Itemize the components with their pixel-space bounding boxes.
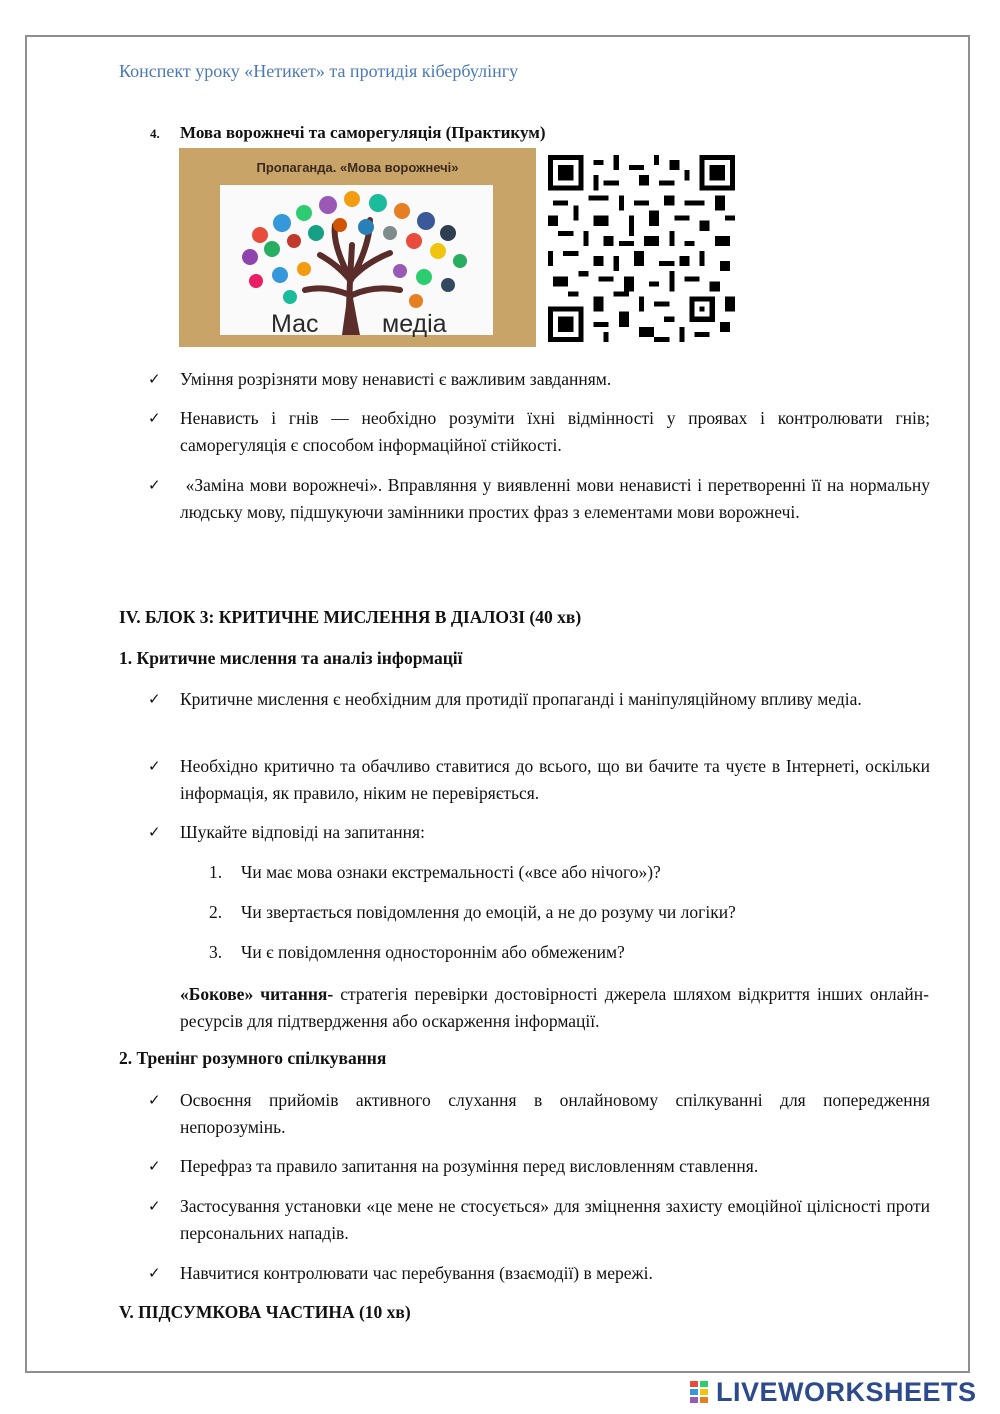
liveworksheets-logo-icon <box>690 1379 712 1405</box>
check-mark-icon: ✓ <box>148 370 161 388</box>
mass-media-poster-image <box>179 148 536 347</box>
block-3-sub2-item <box>148 1260 930 1287</box>
block-3-sub1-item-text: Критичне мислення є необхідним для протидії пропаганді і маніпуляційному впливу медіа. <box>180 689 862 709</box>
block-3-sub2-item <box>148 1087 930 1141</box>
section-4-item <box>148 472 935 526</box>
question-text: Чи звертається повідомлення до емоцій, а не до розуму чи логіки? <box>241 902 736 922</box>
block-3-sub1-item-text: Шукайте відповіді на запитання: <box>180 822 425 842</box>
block-3-sub1-item-text: Необхідно критично та обачливо ставитися до всього, що ви бачите та чуєте в Інтернеті, оскільки інформація, як правило, ніким не перевіряється. <box>180 756 930 803</box>
section-4-item <box>148 405 930 459</box>
check-mark-icon: ✓ <box>148 409 161 427</box>
check-mark-icon: ✓ <box>148 476 161 494</box>
check-mark-icon: ✓ <box>148 1264 161 1282</box>
block-3-sub2-item <box>148 1193 930 1247</box>
qr-code-icon[interactable] <box>548 155 735 342</box>
poster-title: Пропаганда. «Мова ворожнечі» <box>256 160 459 175</box>
poster-label-right: медіа <box>382 310 447 338</box>
check-mark-icon: ✓ <box>148 690 161 708</box>
section-4-item-text: Ненависть і гнів — необхідно розуміти їхні відмінності у проявах і контролювати гнів; саморегуляція є способом інформаційної стійкості. <box>180 408 930 455</box>
block-3-sub1-item <box>148 686 930 713</box>
question-number: 1. <box>209 862 223 882</box>
section-4-heading <box>150 123 546 143</box>
question-text: Чи є повідомлення одностороннім або обмеженим? <box>241 942 625 962</box>
block-3-sub2-item-text: Застосування установки «це мене не стосується» для зміцнення захисту емоційної цілісності проти персональних нападів. <box>180 1196 930 1243</box>
lateral-reading-text: стратегія перевірки достовірності джерела шляхом відкриття інших онлайн-ресурсів для підтвердження або оскарження інформації. <box>180 984 929 1031</box>
question-number: 3. <box>209 942 223 962</box>
question-item <box>209 862 661 883</box>
liveworksheets-brand[interactable] <box>690 1376 977 1408</box>
check-mark-icon: ✓ <box>148 1091 161 1109</box>
block-3-sub2-heading: 2. Тренінг розумного спілкування <box>119 1048 387 1068</box>
poster-label-left: Мас <box>271 310 319 338</box>
block-3-sub1-heading: 1. Критичне мислення та аналіз інформації <box>119 648 463 668</box>
block-3-sub2-item-text: Освоєння прийомів активного слухання в онлайновому спілкуванні для попередження непорозумінь. <box>180 1090 930 1137</box>
block-3-sub1-item <box>148 753 930 807</box>
media-tree-illustration <box>220 185 493 335</box>
block-3-sub1-item <box>148 819 930 846</box>
block-3-sub2-item <box>148 1153 930 1180</box>
question-item <box>209 902 736 923</box>
lateral-reading-term: «Бокове» читання- <box>180 984 334 1004</box>
page-header-title: Конспект уроку «Нетикет» та протидія кібербулінгу <box>119 61 519 81</box>
section-4-item <box>148 366 930 393</box>
section-4-item-text: Уміння розрізняти мову ненависті є важливим завданням. <box>180 369 612 389</box>
check-mark-icon: ✓ <box>148 757 161 775</box>
question-text: Чи має мова ознаки екстремальності («все або нічого»)? <box>241 862 661 882</box>
check-mark-icon: ✓ <box>148 1157 161 1175</box>
question-item <box>209 942 625 963</box>
block-5-heading: V. ПІДСУМКОВА ЧАСТИНА (10 хв) <box>119 1302 411 1322</box>
check-mark-icon: ✓ <box>148 1197 161 1215</box>
question-number: 2. <box>209 902 223 922</box>
block-3-heading: IV. БЛОК 3: КРИТИЧНЕ МИСЛЕННЯ В ДІАЛОЗІ (40 хв) <box>119 607 582 627</box>
section-4-item-text: «Заміна мови ворожнечі». Вправляння у виявленні мови ненависті і перетворенні її на нормальну людську мову, підшукуючи замінники простих фраз з елементами мови ворожнечі. <box>180 475 935 522</box>
section-4-number: 4. <box>150 126 160 141</box>
brand-name: LIVEWORKSHEETS <box>716 1376 977 1407</box>
lateral-reading-paragraph <box>180 981 929 1035</box>
block-3-sub2-item-text: Перефраз та правило запитання на розуміння перед висловленням ставлення. <box>180 1156 759 1176</box>
check-mark-icon: ✓ <box>148 823 161 841</box>
block-3-sub2-item-text: Навчитися контролювати час перебування (взаємодії) в мережі. <box>180 1263 653 1283</box>
section-4-title: Мова ворожнечі та саморегуляція (Практикум) <box>180 123 546 142</box>
